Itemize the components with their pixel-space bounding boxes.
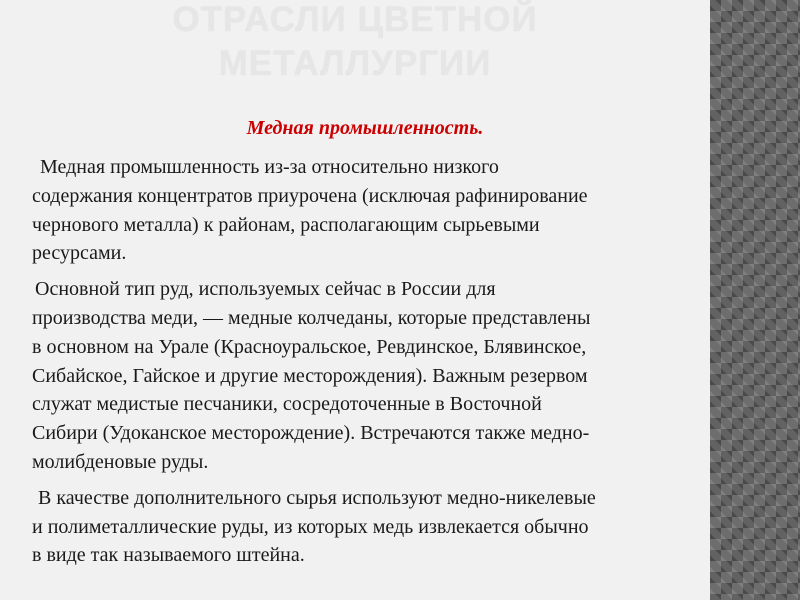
paragraph-3 <box>32 484 716 570</box>
paragraph-2-line: в основном на Урале (Красноуральское, Ревдинское, Блявинское, <box>32 335 587 358</box>
paragraph-2-line: Сибайское, Гайское и другие месторождения). Важным резервом <box>32 364 588 387</box>
paragraph-1-line: Медная промышленность из-за относительно низкого <box>40 156 499 178</box>
slide-title-line-2: МЕТАЛЛУРГИИ <box>218 44 492 83</box>
slide-body <box>32 153 716 577</box>
paragraph-2-line: Основной тип руд, используемых сейчас в России для <box>35 278 496 301</box>
paragraph-3-line: в виде так называемого штейна. <box>32 544 305 567</box>
decorative-diamond-pattern-overlay <box>710 0 800 600</box>
decorative-diamond-pattern <box>710 0 800 600</box>
paragraph-2 <box>32 275 716 477</box>
paragraph-1-line: чернового металла) к районам, располагающим сырьевыми <box>32 213 540 236</box>
paragraph-3-line: и полиметаллические руды, из которых медь извлекается обычно <box>32 515 589 538</box>
paragraph-2-line: производства меди, — медные колчеданы, которые представлены <box>32 306 591 329</box>
paragraph-3-line: В качестве дополнительного сырья используют медно-никелевые <box>38 486 596 509</box>
paragraph-2-line: молибденовые руды. <box>32 450 209 473</box>
slide-title-line-1: ОТРАСЛИ ЦВЕТНОЙ <box>172 0 538 39</box>
slide-subtitle: Медная промышленность. <box>246 117 484 139</box>
paragraph-2-line: служат медистые песчаники, сосредоточенные в Восточной <box>32 393 542 416</box>
paragraph-2-line: Сибири (Удоканское месторождение). Встречаются также медно- <box>32 422 590 445</box>
paragraph-1-line: ресурсами. <box>32 242 127 265</box>
slide-title <box>0 0 710 86</box>
paragraph-1-line: содержания концентратов приурочена (исключая рафинирование <box>32 184 588 207</box>
paragraph-1 <box>32 153 716 268</box>
